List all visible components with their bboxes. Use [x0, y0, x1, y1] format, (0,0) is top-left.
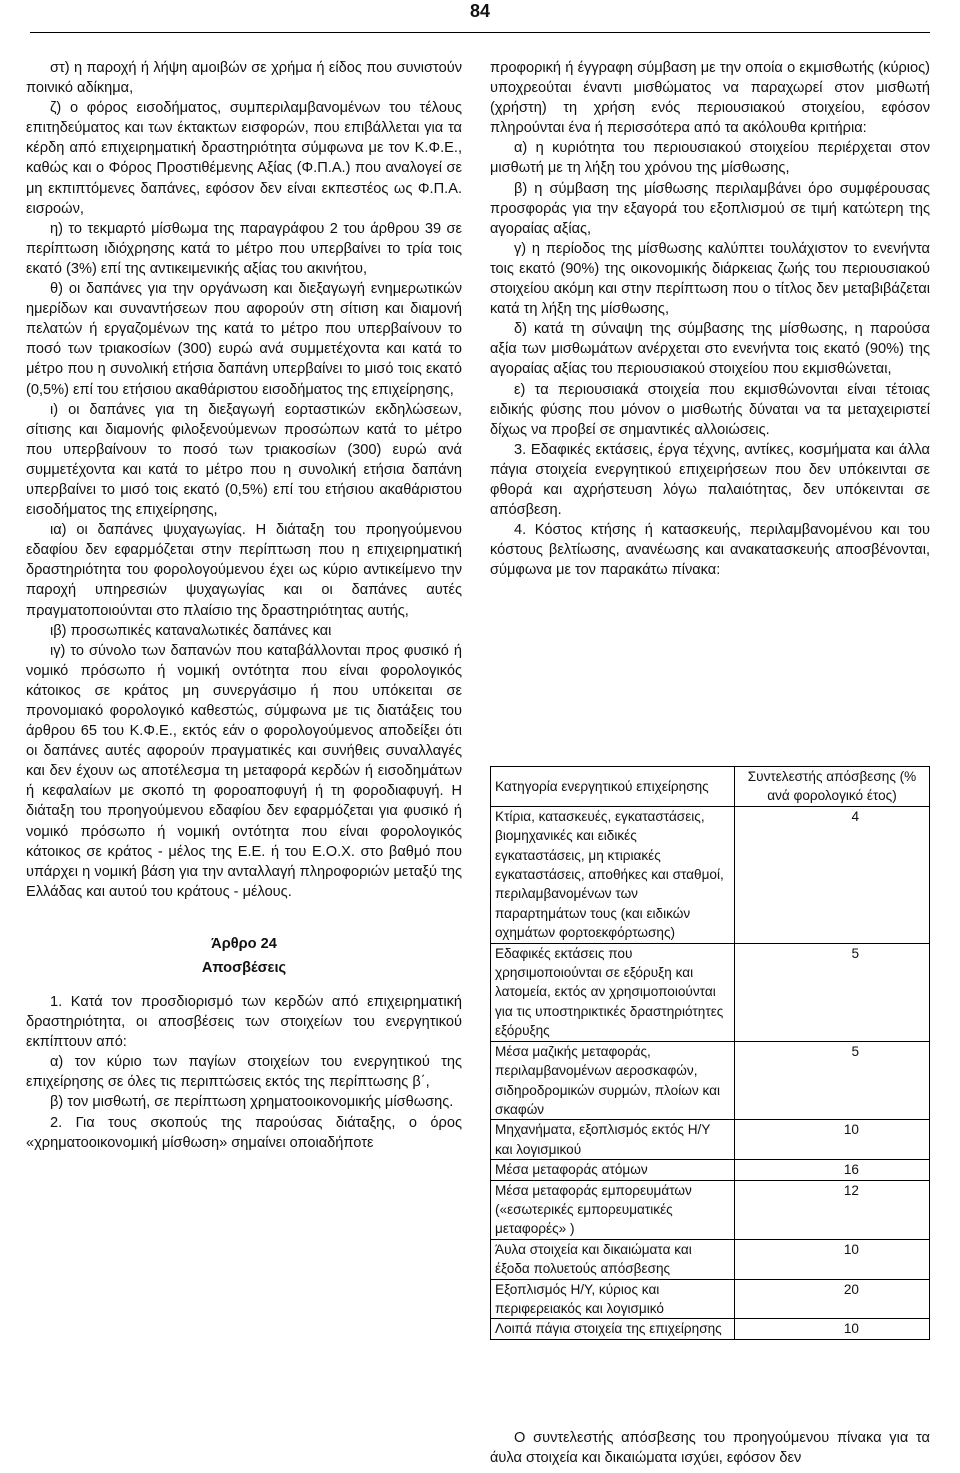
rate-cell: 20 [735, 1279, 930, 1319]
table-row [491, 1319, 930, 1339]
table-row [491, 1160, 930, 1180]
rate-cell: 10 [735, 1239, 930, 1279]
table-row [491, 1041, 930, 1120]
table-row [491, 806, 930, 943]
paragraph: ια) οι δαπάνες ψυχαγωγίας. Η διάταξη του προηγούμενου εδαφίου δεν εφαρμόζεται στην περίπτωση που η επιχειρηματική δραστηριότητα του φορολογούμενου έχει ως κύριο αντικείμενο την παροχή υπηρεσιών ψυχαγωγίας και οι δαπάνες αυτές πραγματοποιούνται στο πλαίσιο της δραστηριότητας αυτής, [26, 522, 462, 619]
page-number: 84 [469, 1, 491, 21]
article-title: Άρθρο 24 [211, 935, 277, 952]
article-subtitle: Αποσβέσεις [201, 959, 287, 976]
category-cell: Άυλα στοιχεία και δικαιώματα και έξοδα πολυετούς απόσβεσης [491, 1239, 735, 1279]
table-row [491, 1279, 930, 1319]
category-cell: Λοιπά πάγια στοιχεία της επιχείρησης [491, 1319, 735, 1339]
paragraph: ιγ) το σύνολο των δαπανών που καταβάλλονται προς φυσικό ή νομικό πρόσωπο ή νομική οντότητα που είναι φορολογικός κάτοικος σε κράτος μη συνεργάσιμο ή που υπόκειται σε προνομιακό φορολογικό καθεστώς, σύμφωνα με τις διατάξεις του άρθρου 65 του Κ.Φ.Ε., εκτός εάν ο φορολογούμενος αποδείξει ότι οι δαπάνες αυτές αφορούν πραγματικές και συνήθεις συναλλαγές και δεν έχουν ως αποτέλεσμα τη μεταφορά κερδών ή εισοδημάτων ή κεφαλαίων με σκοπό τη φοροαποφυγή ή τη φοροδιαφυγή. Η διάταξη του προηγούμενου εδαφίου δεν εφαρμόζεται για φυσικό ή νομικό πρόσωπο ή νομική οντότητα που είναι φορολογικός κάτοικος σε κράτος - μέλος της Ε.Ε. ή του Ε.Ο.Χ. στο βαθμό που υπάρχει η νομική βάση για την ανταλλαγή πληροφοριών μεταξύ της Ελλάδας και αυτού του κράτους - μέλους. [26, 642, 462, 900]
rate-cell: 4 [735, 806, 930, 943]
paragraph: α) τον κύριο των παγίων στοιχείων του ενεργητικού της επιχείρησης σε όλες τις περιπτώσεις εκτός της περίπτωσης β΄, [26, 1054, 462, 1091]
paragraph: γ) η περίοδος της μίσθωσης καλύπτει τουλάχιστον το ενενήντα τοις εκατό (90%) της οικονομικής διάρκειας ζωής του περιουσιακού στοιχείου ακόμη και στην περίπτωση που ο τίτλος δεν μεταβιβάζεται κατά τη λήξη της μίσθωσης, [490, 240, 930, 318]
paragraph: 2. Για τους σκοπούς της παρούσας διάταξης, ο όρος «χρηματοοικονομική μίσθωση» σημαίνει οποιαδήποτε [26, 1114, 462, 1151]
category-cell: Εδαφικές εκτάσεις που χρησιμοποιούνται σε εξόρυξη και λατομεία, εκτός αν χρησιμοποιούνται για τις υποστηρικτικές δραστηριότητες εξόρυξης [491, 943, 735, 1041]
paragraph: 4. Κόστος κτήσης ή κατασκευής, περιλαμβανομένου και του κόστους βελτίωσης, ανανέωσης και ανακατασκευής αποσβένονται, σύμφωνα με τον παρακάτω πίνακα: [490, 522, 930, 579]
paragraph: η) το τεκμαρτό μίσθωμα της παραγράφου 2 του άρθρου 39 σε περίπτωση ιδιόχρησης κατά το μέτρο που υπερβαίνει το τρία τοις εκατό (3%) επί της αντικειμενικής αξίας του ακινήτου, [26, 220, 462, 277]
category-cell: Μέσα μεταφοράς εμπορευμάτων («εσωτερικές εμπορευματικές μεταφορές» ) [491, 1180, 735, 1239]
rate-cell: 12 [735, 1180, 930, 1239]
table-row [491, 1239, 930, 1279]
table-row [491, 943, 930, 1041]
paragraph: ε) τα περιουσιακά στοιχεία που εκμισθώνονται είναι τέτοιας ειδικής φύσης που μόνον ο μισθωτής δύναται να τα μεταχειριστεί δίχως να προβεί σε σημαντικές αλλοιώσεις. [490, 381, 930, 438]
header-rule [30, 32, 930, 33]
rate-cell: 5 [735, 943, 930, 1041]
rate-cell: 10 [735, 1319, 930, 1339]
header-rate: Συντελεστής απόσβεσης (% ανά φορολογικό έτος) [735, 767, 930, 807]
table-row [491, 1120, 930, 1160]
paragraph: ζ) ο φόρος εισοδήματος, συμπεριλαμβανομένων του τέλους επιτηδεύματος και των έκτακτων εισφορών, που επιβάλλεται για τα κέρδη από επιχειρηματική δραστηριότητα σύμφωνα με τον Κ.Φ.Ε., καθώς και ο Φόρος Προστιθέμενης Αξίας (Φ.Π.Α.) που αναλογεί σε μη εκπιπτόμενες δαπάνες, εφόσον δεν είναι εκπεστέος ως Φ.Π.Α. εισροών, [26, 100, 462, 217]
paragraph: ιβ) προσωπικές καταναλωτικές δαπάνες και [50, 622, 332, 639]
rate-cell: 10 [735, 1120, 930, 1160]
category-cell: Μέσα μεταφοράς ατόμων [491, 1160, 735, 1180]
paragraph: ι) οι δαπάνες για τη διεξαγωγή εορταστικών εκδηλώσεων, σίτισης και διαμονής φιλοξενούμενων προσώπων κατά το μέτρο που υπερβαίνουν το ποσό των τριακοσίων (300) ευρώ ανά συμμετέχοντα και κατά το μέτρο που η συνολική ετήσια δαπάνη υπερβαίνει το μισό τοις εκατό (0,5%) επί του ετήσιου ακαθάριστου εισοδήματος της επιχείρησης, [26, 401, 462, 519]
bottom-note: Ο συντελεστής απόσβεσης του προηγούμενου πίνακα για τα άυλα στοιχεία και δικαιώματα ισχύει, εφόσον δεν [490, 1430, 930, 1467]
paragraph: προφορική ή έγγραφη σύμβαση με την οποία ο εκμισθωτής (κύριος) υποχρεούται έναντι μισθώματος να παραχωρεί στον μισθωτή (χρήστη) τη χρήση ενός περιουσιακού στοιχείου, εφόσον πληρούνται ένα ή περισσότερα από τα ακόλουθα κριτήρια: [490, 60, 930, 137]
depreciation-table [490, 766, 930, 1340]
paragraph: στ) η παροχή ή λήψη αμοιβών σε χρήμα ή είδος που συνιστούν ποινικό αδίκημα, [26, 60, 462, 97]
left-column [26, 58, 462, 1153]
header-category: Κατηγορία ενεργητικού επιχείρησης [491, 767, 735, 807]
paragraph: α) η κυριότητα του περιουσιακού στοιχείου περιέρχεται στον μισθωτή με τη λήξη του χρόνου της μίσθωσης, [490, 140, 930, 177]
right-column [490, 58, 930, 580]
rate-cell: 16 [735, 1160, 930, 1180]
paragraph: β) τον μισθωτή, σε περίπτωση χρηματοοικονομικής μίσθωσης. [50, 1094, 454, 1111]
paragraph: 3. Εδαφικές εκτάσεις, έργα τέχνης, αντίκες, κοσμήματα και άλλα πάγια στοιχεία ενεργητικού επιχειρήσεων που δεν υπόκεινται σε φθορά και αχρήστευση λόγω παλαιότητας, δεν υπόκεινται σε απόσβεση. [490, 441, 930, 519]
rate-cell: 5 [735, 1041, 930, 1120]
category-cell: Εξοπλισμός Η/Υ, κύριος και περιφερειακός και λογισμικό [491, 1279, 735, 1319]
paragraph: δ) κατά τη σύναψη της σύμβασης της μίσθωσης, η παρούσα αξία των μισθωμάτων ανέρχεται στο ενενήντα τοις εκατό (90%) της αγοραίας αξίας του περιουσιακού στοιχείου που εκμισθώνεται, [490, 321, 930, 378]
paragraph: 1. Κατά τον προσδιορισμό των κερδών από επιχειρηματική δραστηριότητα, οι αποσβέσεις των στοιχείων του ενεργητικού εκπίπτουν από: [26, 993, 462, 1051]
paragraph: β) η σύμβαση της μίσθωσης περιλαμβάνει όρο συμφέρουσας προσφοράς για την εξαγορά του εξοπλισμού σε τιμή κατώτερη της αγοραίας αξίας, [490, 180, 930, 237]
category-cell: Μηχανήματα, εξοπλισμός εκτός Η/Υ και λογισμικού [491, 1120, 735, 1160]
paragraph: θ) οι δαπάνες για την οργάνωση και διεξαγωγή ενημερωτικών ημερίδων και συναντήσεων που αφορούν στη σίτιση και διαμονή πελατών ή εργαζομένων της κατά το μέτρο που υπερβαίνουν το ποσό των τριακοσίων (300) ευρώ ανά συμμετέχοντα και κατά το μέτρο που η συνολική ετήσια δαπάνη υπερβαίνει το μισό τοις εκατό (0,5%) επί του ετήσιου ακαθάριστου εισοδήματος της επιχείρησης, [26, 281, 462, 398]
table-row [491, 1180, 930, 1239]
table-header-row [491, 767, 930, 807]
category-cell: Κτίρια, κατασκευές, εγκαταστάσεις, βιομηχανικές και ειδικές εγκαταστάσεις, μη κτιριακές εγκαταστάσεις, αποθήκες και σταθμοί, περιλαμβανομένων των παραρτημάτων τους (και ειδικών οχημάτων φορτοεκφόρτωσης) [491, 806, 735, 943]
category-cell: Μέσα μαζικής μεταφοράς, περιλαμβανομένων αεροσκαφών, σιδηροδρομικών συρμών, πλοίων και σκαφών [491, 1041, 735, 1120]
